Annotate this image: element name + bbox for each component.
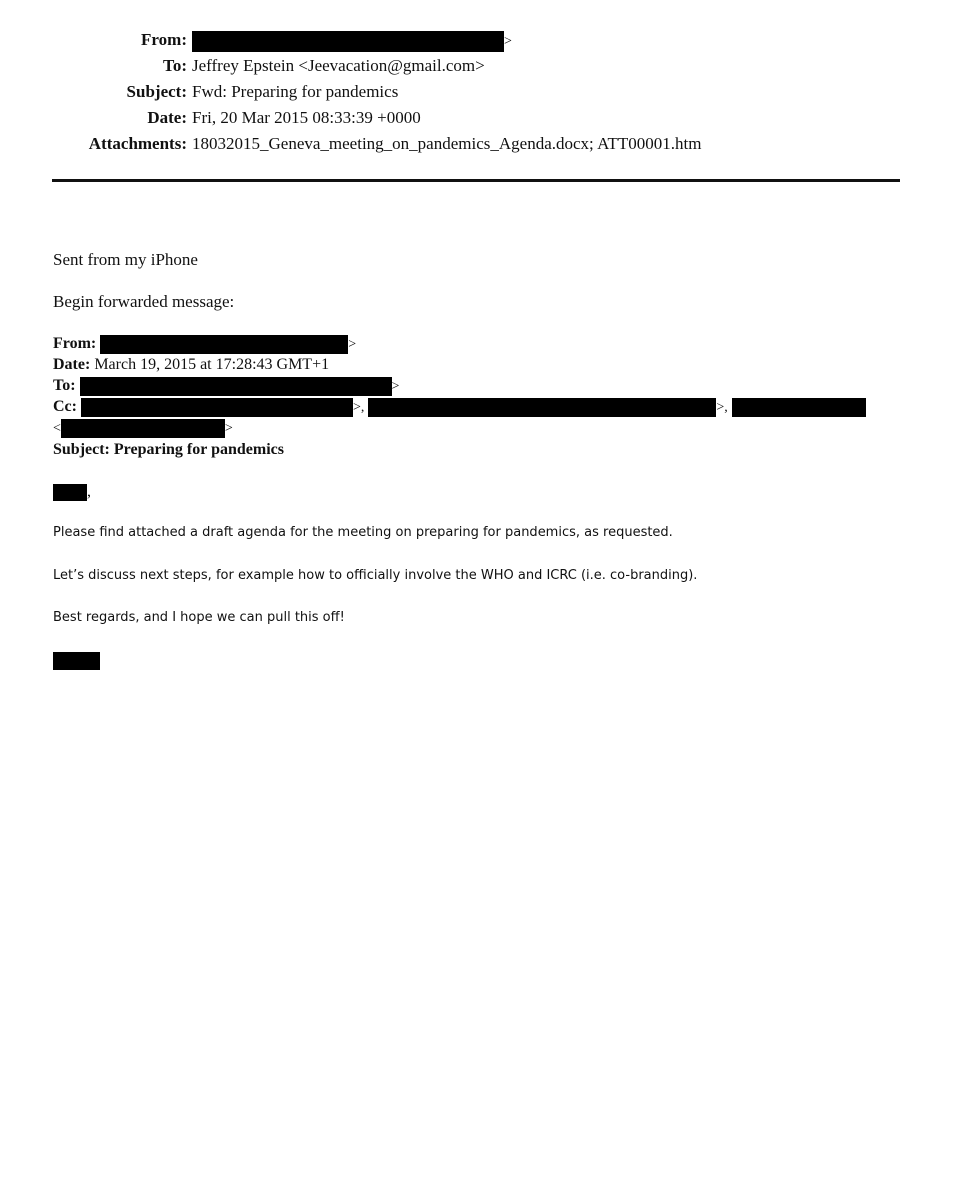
fwd-cc-label: Cc: xyxy=(53,398,77,415)
header-attachments-label: Attachments: xyxy=(88,134,187,153)
header-attachments-value[interactable]: 18032015_Geneva_meeting_on_pandemics_Agenda.docx; ATT00001.htm xyxy=(192,134,702,153)
header-date-value: Fri, 20 Mar 2015 08:33:39 +0000 xyxy=(192,108,421,127)
redaction-block xyxy=(192,31,504,52)
fwd-date-value: March 19, 2015 at 17:28:43 GMT+1 xyxy=(94,356,330,373)
header-from-row xyxy=(0,28,960,52)
redaction-block xyxy=(368,398,716,417)
fwd-from-label: From: xyxy=(53,335,97,352)
header-subject-value: Fwd: Preparing for pandemics xyxy=(192,82,399,101)
header-to-value: Jeffrey Epstein <Jeevacation@gmail.com> xyxy=(192,56,485,75)
fwd-date-label: Date: xyxy=(53,356,91,373)
redaction-block xyxy=(61,419,225,438)
header-date-label: Date: xyxy=(147,108,187,127)
fwd-date-row xyxy=(53,355,329,375)
message-line-3: Best regards, and I hope we can pull this off! xyxy=(53,610,345,625)
header-attachments-row xyxy=(0,132,960,156)
begin-forwarded-line: Begin forwarded message: xyxy=(53,292,235,311)
fwd-cc-row: Cc: >, >, xyxy=(53,397,866,418)
redaction-block xyxy=(732,398,866,417)
fwd-to-label: To: xyxy=(53,377,76,394)
header-from-value: > xyxy=(192,28,512,54)
header-divider xyxy=(52,179,900,182)
redaction-block xyxy=(100,335,348,354)
fwd-to-row: To: > xyxy=(53,377,400,394)
header-subject-row xyxy=(0,80,960,104)
header-to-label: To: xyxy=(163,56,187,75)
redaction-block xyxy=(81,398,353,417)
fwd-from-row: From: > xyxy=(53,335,357,352)
redaction-block xyxy=(80,377,392,396)
sent-from-line: Sent from my iPhone xyxy=(53,250,198,269)
fwd-cc-continued-row: < > xyxy=(53,418,233,439)
header-to-row xyxy=(0,54,960,78)
header-from-label: From: xyxy=(141,30,187,49)
fwd-subject-label: Subject: xyxy=(53,441,110,458)
greeting-line: , xyxy=(53,482,91,502)
redaction-block xyxy=(53,652,100,670)
signature-redaction xyxy=(53,652,100,670)
redaction-block xyxy=(53,484,87,501)
fwd-subject-row xyxy=(53,440,284,460)
message-line-1: Please find attached a draft agenda for the meeting on preparing for pandemics, as requested. xyxy=(53,525,673,540)
fwd-subject-value: Preparing for pandemics xyxy=(113,441,284,458)
header-subject-label: Subject: xyxy=(126,82,187,101)
message-line-2: Let’s discuss next steps, for example how to officially involve the WHO and ICRC (i.e. co-branding). xyxy=(53,568,698,583)
header-date-row xyxy=(0,106,960,130)
